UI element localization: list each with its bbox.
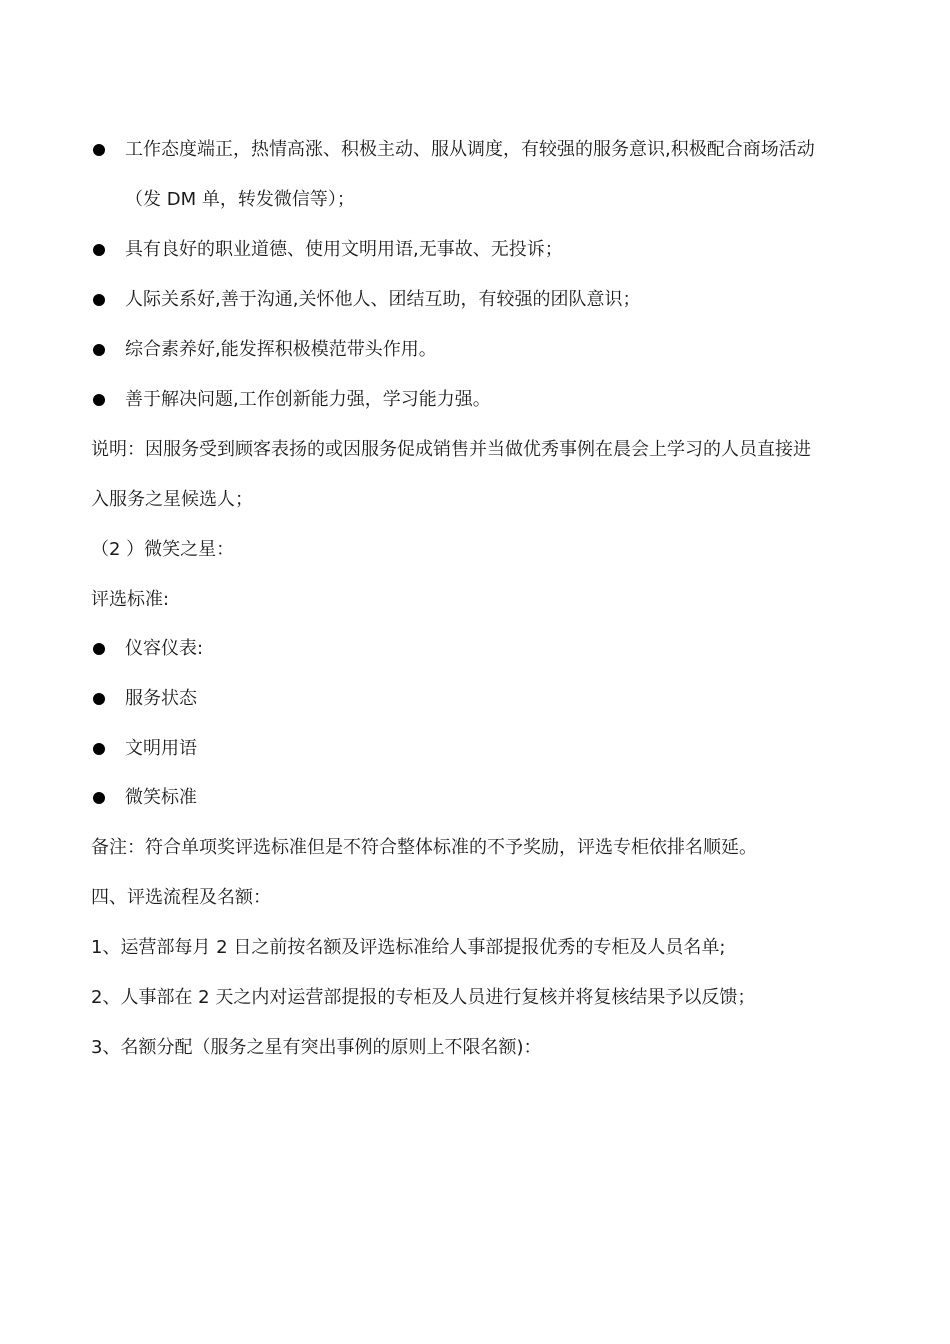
bullet-text: 服务状态 (125, 688, 197, 709)
bullet-text: 善于解决问题,工作创新能力强，学习能力强。 (125, 389, 491, 410)
bullet-text: 仪容仪表: (125, 638, 204, 659)
remark: 备注：符合单项奖评选标准但是不符合整体标准的不予奖励，评选专柜依排名顺延。 (91, 837, 757, 858)
bullet-icon (93, 344, 105, 356)
step-3: 3、名额分配（服务之星有突出事例的原则上不限名额)： (91, 1037, 542, 1058)
bullet-icon (93, 394, 105, 406)
bullet-icon (93, 792, 105, 804)
bullet-continuation: （发 DM 单，转发微信等）； (125, 189, 355, 210)
bullet-icon (93, 743, 105, 755)
section-smile-star: （2 ）微笑之星： (91, 539, 235, 560)
bullet-icon (93, 294, 105, 306)
bullet-text: 微笑标准 (125, 787, 197, 808)
step-1: 1、运营部每月 2 日之前按名额及评选标准给人事部提报优秀的专柜及人员名单; (91, 937, 726, 958)
section-four-heading: 四、评选流程及名额： (91, 887, 271, 908)
bullet-text: 具有良好的职业道德、使用文明用语,无事故、无投诉； (125, 239, 563, 260)
criteria-label: 评选标准: (91, 589, 170, 610)
bullet-icon (93, 144, 105, 156)
note-line-1: 说明：因服务受到顾客表扬的或因服务促成销售并当做优秀事例在晨会上学习的人员直接进 (91, 439, 811, 460)
bullet-icon (93, 643, 105, 655)
bullet-icon (93, 693, 105, 705)
bullet-text: 工作态度端正，热情高涨、积极主动、服从调度，有较强的服务意识,积极配合商场活动 (125, 139, 815, 160)
note-line-2: 入服务之星候选人； (91, 489, 253, 510)
bullet-text: 文明用语 (125, 738, 197, 759)
bullet-text: 综合素养好,能发挥积极模范带头作用。 (125, 339, 437, 360)
step-2: 2、人事部在 2 天之内对运营部提报的专柜及人员进行复核并将复核结果予以反馈； (91, 987, 756, 1008)
bullet-icon (93, 244, 105, 256)
bullet-text: 人际关系好,善于沟通,关怀他人、团结互助，有较强的团队意识； (125, 289, 641, 310)
